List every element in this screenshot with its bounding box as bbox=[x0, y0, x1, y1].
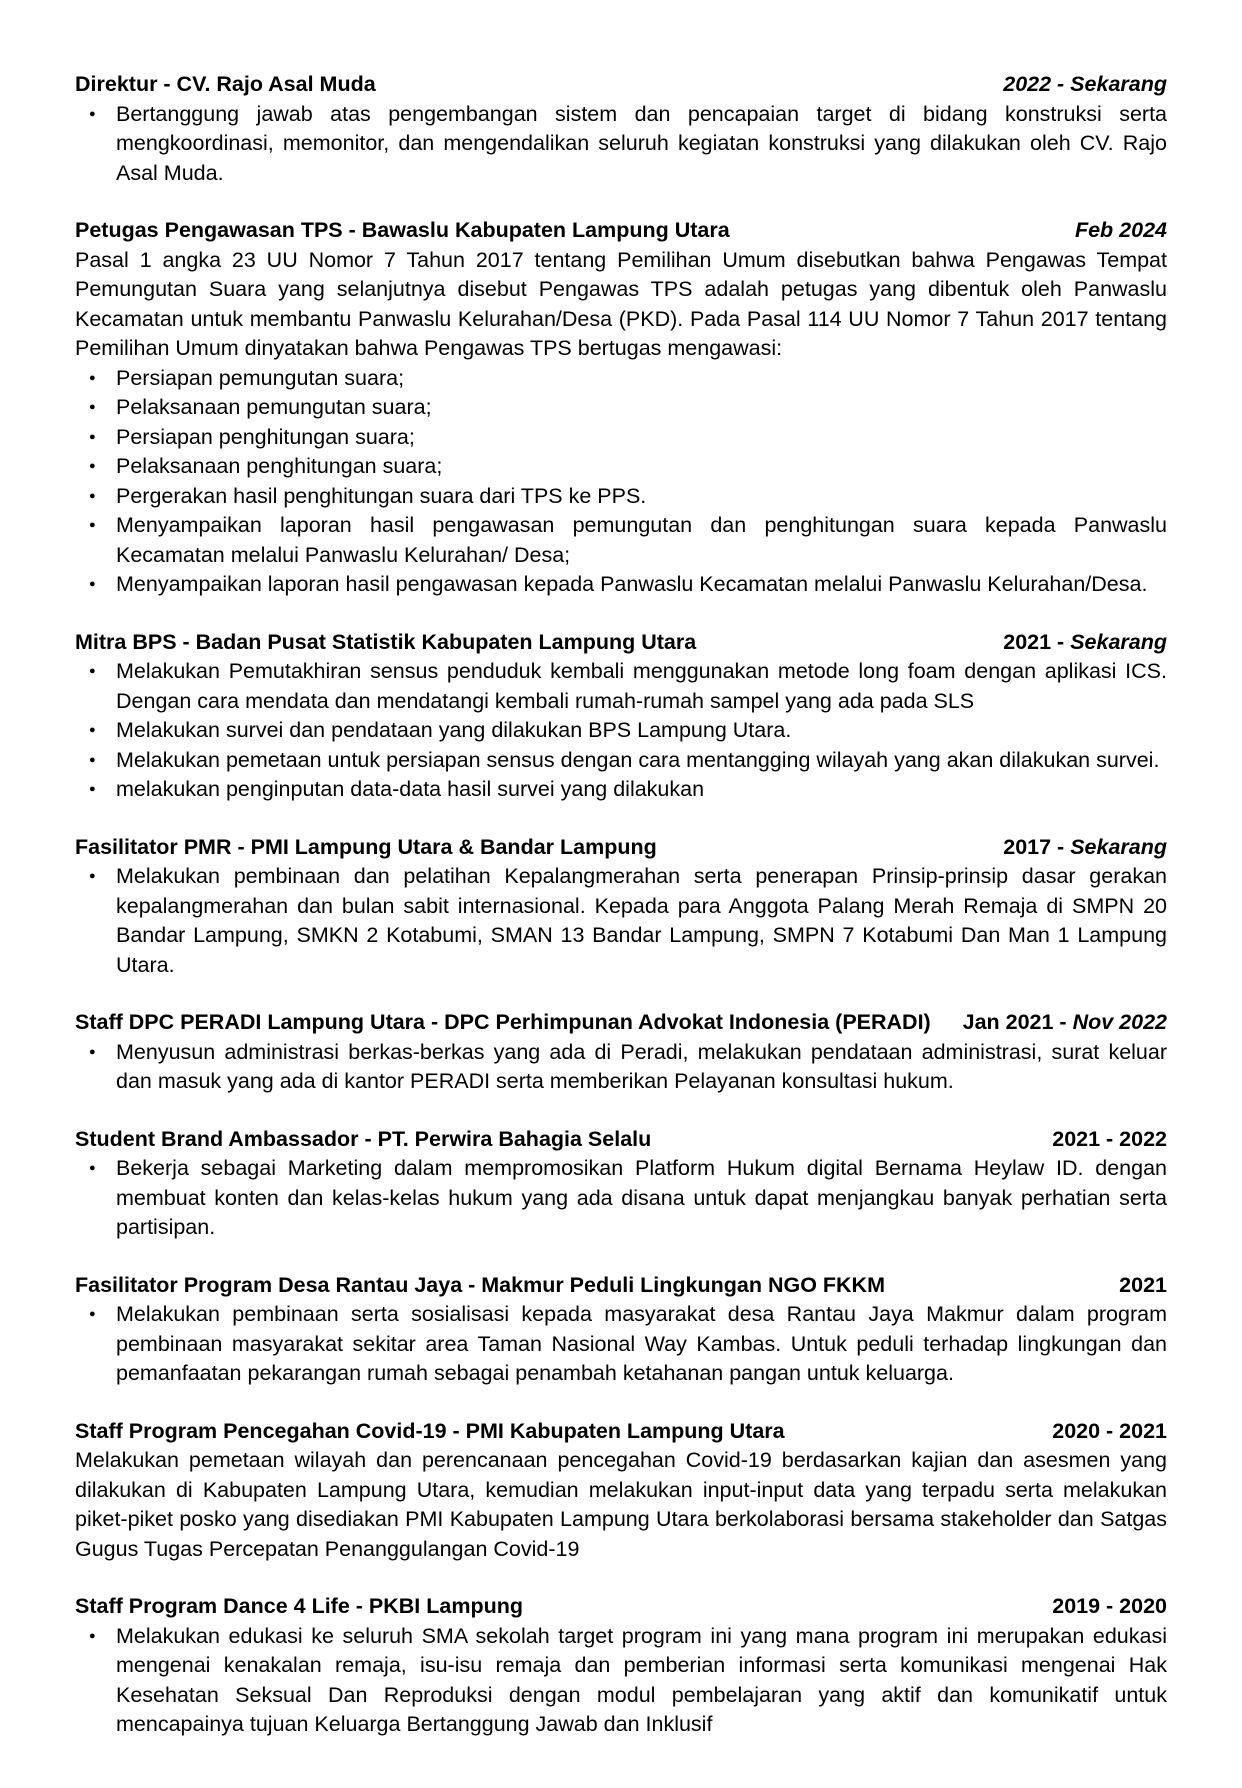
job-date-plain: 2021 - bbox=[1003, 629, 1071, 654]
job-description: Melakukan pemetaan wilayah dan perencanaan pencegahan Covid-19 berdasarkan kajian dan asesmen yang dilakukan di Kabupaten Lampung Utara, kemudian melakukan input-input data yang terpadu serta melakukan piket-piket posko yang disediakan PMI Kabupaten Lampung Utara berkolaborasi bersama stakeholder dan Satgas Gugus Tugas Percepatan Penanggulangan Covid-19 bbox=[75, 1448, 1167, 1561]
job-bullets bbox=[75, 364, 1167, 600]
experience-section bbox=[75, 1592, 1167, 1740]
experience-header bbox=[75, 70, 1167, 100]
job-title: Petugas Pengawasan TPS - Bawaslu Kabupaten Lampung Utara bbox=[75, 218, 730, 242]
job-bullets bbox=[75, 657, 1167, 805]
job-date-italic: Nov 2022 bbox=[1072, 1010, 1167, 1034]
job-bullets bbox=[75, 1300, 1167, 1389]
job-date-italic: Sekarang bbox=[1070, 629, 1167, 654]
job-title: Mitra BPS - Badan Pusat Statistik Kabupaten Lampung Utara bbox=[75, 629, 697, 654]
job-bullet-item: ● Pelaksanaan penghitungan suara; bbox=[75, 452, 1167, 482]
job-bullet-item: ● Persiapan penghitungan suara; bbox=[75, 423, 1167, 453]
job-date bbox=[1003, 70, 1167, 100]
experience-section bbox=[75, 628, 1167, 805]
experience-header bbox=[75, 1271, 1167, 1301]
job-date-plain: 2021 - 2022 bbox=[1052, 1126, 1167, 1151]
experience-header bbox=[75, 1125, 1167, 1155]
job-bullet-item: ● Bertanggung jawab atas pengembangan sistem dan pencapaian target di bidang konstruksi serta mengkoordinasi, memonitor, dan mengendalikan seluruh kegiatan konstruksi yang dilakukan oleh CV. Rajo Asal Muda. bbox=[75, 100, 1167, 189]
job-date bbox=[1003, 628, 1167, 658]
job-bullet-item: ● Melakukan pembinaan serta sosialisasi kepada masyarakat desa Rantau Jaya Makmur dalam program pembinaan masyarakat sekitar area Taman Nasional Way Kambas. Untuk peduli terhadap lingkungan dan pemanfaatan pekarangan rumah sebagai penambah ketahanan pangan untuk keluarga. bbox=[75, 1300, 1167, 1389]
job-bullets bbox=[75, 862, 1167, 980]
experience-section bbox=[75, 70, 1167, 188]
job-date bbox=[1075, 216, 1167, 246]
experience-section bbox=[75, 1271, 1167, 1389]
job-bullet-item: ● Bekerja sebagai Marketing dalam mempromosikan Platform Hukum digital Bernama Heylaw ID. dengan membuat konten dan kelas-kelas hukum yang ada disana untuk dapat menjangkau banyak perhatian serta partisipan. bbox=[75, 1154, 1167, 1243]
job-bullet-item: ● Melakukan edukasi ke seluruh SMA sekolah target program ini yang mana program ini merupakan edukasi mengenai kenakalan remaja, isu-isu remaja dan pemberian informasi serta komunikasi mengenai Hak Kesehatan Seksual Dan Reproduksi dengan modul pembelajaran yang aktif dan komunikatif untuk mencapainya tujuan Keluarga Bertanggung Jawab dan Inklusif bbox=[75, 1622, 1167, 1740]
job-date bbox=[1003, 833, 1167, 863]
job-bullet-item: ● Melakukan pemetaan untuk persiapan sensus dengan cara mentangging wilayah yang akan dilakukan survei. bbox=[75, 746, 1167, 776]
job-bullet-item: ● Melakukan survei dan pendataan yang dilakukan BPS Lampung Utara. bbox=[75, 716, 1167, 746]
job-bullet-item: ● Persiapan pemungutan suara; bbox=[75, 364, 1167, 394]
job-title: Staff Program Dance 4 Life - PKBI Lampung bbox=[75, 1594, 523, 1618]
job-bullet-item: ● Melakukan Pemutakhiran sensus penduduk kembali menggunakan metode long foam dengan aplikasi ICS. Dengan cara mendata dan mendatangi kembali rumah-rumah sampel yang ada pada SLS bbox=[75, 657, 1167, 716]
experience-section bbox=[75, 216, 1167, 600]
job-bullet-item: ● melakukan penginputan data-data hasil survei yang dilakukan bbox=[75, 775, 1167, 805]
experience-header bbox=[75, 833, 1167, 863]
job-description: Pasal 1 angka 23 UU Nomor 7 Tahun 2017 tentang Pemilihan Umum disebutkan bahwa Pengawas Tempat Pemungutan Suara yang selanjutnya disebut Pengawas TPS adalah petugas yang dibentuk oleh Panwaslu Kecamatan untuk membantu Panwaslu Kelurahan/Desa (PKD). Pada Pasal 114 UU Nomor 7 Tahun 2017 tentang Pemilihan Umum dinyatakan bahwa Pengawas TPS bertugas mengawasi: bbox=[75, 247, 1167, 360]
job-date bbox=[1052, 1417, 1167, 1447]
job-bullet-item: ● Menyampaikan laporan hasil pengawasan kepada Panwaslu Kecamatan melalui Panwaslu Kelurahan/Desa. bbox=[75, 570, 1167, 600]
experience-section bbox=[75, 1008, 1167, 1097]
experience-header bbox=[75, 1592, 1167, 1622]
job-bullet-item: ● Pergerakan hasil penghitungan suara dari TPS ke PPS. bbox=[75, 482, 1167, 512]
job-bullet-item: ● Melakukan pembinaan dan pelatihan Kepalangmerahan serta penerapan Prinsip-prinsip dasar gerakan kepalangmerahan dan bulan sabit internasional. Kepada para Anggota Palang Merah Remaja di SMPN 20 Bandar Lampung, SMKN 2 Kotabumi, SMAN 13 Bandar Lampung, SMPN 7 Kotabumi Dan Man 1 Lampung Utara. bbox=[75, 862, 1167, 980]
job-date-italic: Feb 2024 bbox=[1074, 218, 1167, 242]
job-date bbox=[963, 1008, 1167, 1038]
job-date bbox=[1119, 1271, 1167, 1301]
job-date-italic: 2022 - Sekarang bbox=[1003, 72, 1167, 96]
job-date-italic: Sekarang bbox=[1070, 834, 1167, 859]
job-paragraphs bbox=[75, 246, 1167, 364]
job-bullets bbox=[75, 100, 1167, 189]
job-title: Fasilitator PMR - PMI Lampung Utara & Bandar Lampung bbox=[75, 834, 657, 859]
job-paragraphs bbox=[75, 1446, 1167, 1564]
job-bullets bbox=[75, 1154, 1167, 1243]
job-bullets bbox=[75, 1622, 1167, 1740]
experience-header bbox=[75, 1417, 1167, 1447]
job-bullets bbox=[75, 1038, 1167, 1097]
job-bullet-item: ● Menyampaikan laporan hasil pengawasan pemungutan dan penghitungan suara kepada Panwaslu Kecamatan melalui Panwaslu Kelurahan/ Desa; bbox=[75, 511, 1167, 570]
job-bullet-item: ● Menyusun administrasi berkas-berkas yang ada di Peradi, melakukan pendataan administrasi, surat keluar dan masuk yang ada di kantor PERADI serta memberikan Pelayanan konsultasi hukum. bbox=[75, 1038, 1167, 1097]
job-date-plain: 2019 - 2020 bbox=[1052, 1594, 1167, 1618]
experience-section bbox=[75, 833, 1167, 981]
job-date-plain: 2017 - bbox=[1003, 834, 1071, 859]
job-title: Staff Program Pencegahan Covid-19 - PMI Kabupaten Lampung Utara bbox=[75, 1418, 785, 1443]
experience-header bbox=[75, 1008, 1167, 1038]
experience-header bbox=[75, 628, 1167, 658]
experience-section bbox=[75, 1417, 1167, 1565]
job-date-plain: Jan 2021 - bbox=[962, 1010, 1073, 1034]
job-title: Direktur - CV. Rajo Asal Muda bbox=[75, 72, 376, 96]
job-title: Fasilitator Program Desa Rantau Jaya - Makmur Peduli Lingkungan NGO FKKM bbox=[75, 1272, 885, 1297]
job-date bbox=[1052, 1125, 1167, 1155]
job-title: Staff DPC PERADI Lampung Utara - DPC Perhimpunan Advokat Indonesia (PERADI) bbox=[75, 1010, 931, 1034]
job-title: Student Brand Ambassador - PT. Perwira Bahagia Selalu bbox=[75, 1126, 652, 1151]
experience-header bbox=[75, 216, 1167, 246]
job-date-plain: 2020 - 2021 bbox=[1052, 1418, 1167, 1443]
job-date bbox=[1052, 1592, 1167, 1622]
job-date-plain: 2021 bbox=[1119, 1272, 1167, 1297]
job-bullet-item: ● Pelaksanaan pemungutan suara; bbox=[75, 393, 1167, 423]
experience-section bbox=[75, 1125, 1167, 1243]
